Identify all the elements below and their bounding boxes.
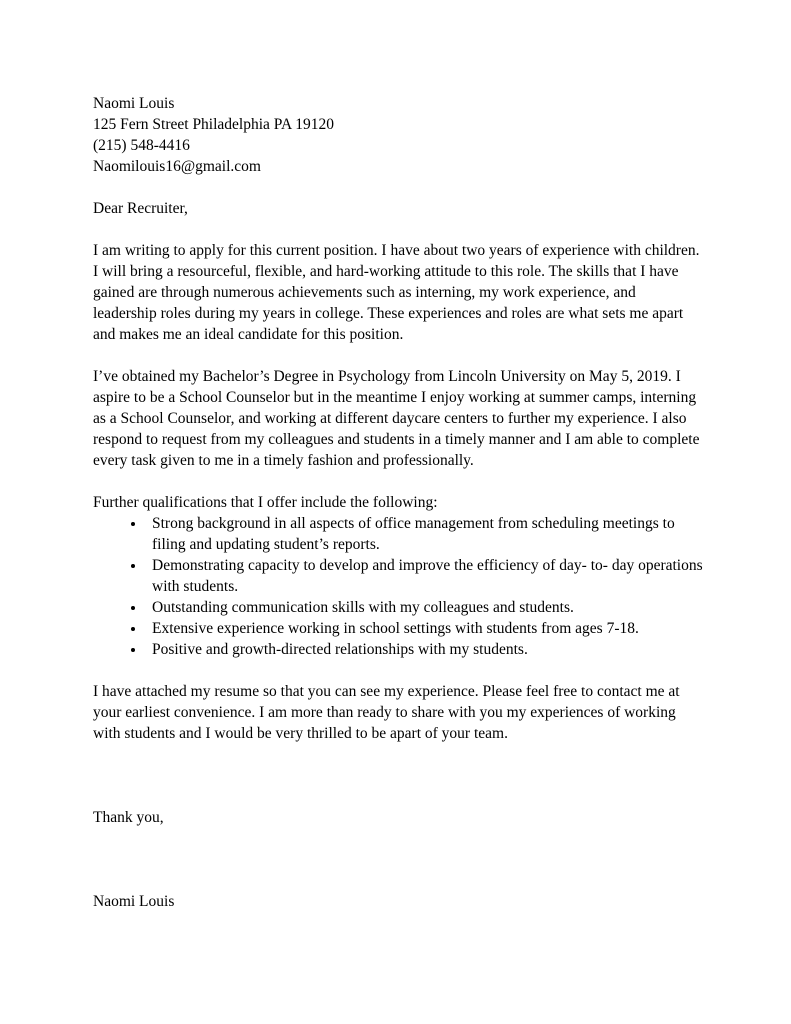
qualifications-section <box>93 492 703 660</box>
intro-paragraph: I am writing to apply for this current position. I have about two years of experience with children. I will bring a resourceful, flexible, and hard-working attitude to this role. The skills that I have gained are through numerous achievements such as interning, my work experience, and leadership roles during my years in college. These experiences and roles are what sets me apart and makes me an ideal candidate for this position. <box>93 242 700 343</box>
qualification-item: • Positive and growth-directed relationships with my students. <box>146 639 703 660</box>
sender-name: Naomi Louis <box>93 95 175 112</box>
qualifications-intro: Further qualifications that I offer include the following: <box>93 494 438 511</box>
signoff: Thank you, <box>93 809 164 826</box>
qualification-item: • Strong background in all aspects of office management from scheduling meetings to filing and updating student’s reports. <box>146 513 703 555</box>
sender-address: 125 Fern Street Philadelphia PA 19120 <box>93 116 334 133</box>
signature: Naomi Louis <box>93 893 175 910</box>
closing-paragraph: I have attached my resume so that you can see my experience. Please feel free to contact me at your earliest convenience. I am more than ready to share with you my experiences of working with students and I would be very thrilled to be apart of your team. <box>93 683 680 742</box>
qualification-item: • Demonstrating capacity to develop and improve the efficiency of day- to- day operations with students. <box>146 555 703 597</box>
sender-info <box>93 93 703 177</box>
experience-paragraph: I’ve obtained my Bachelor’s Degree in Psychology from Lincoln University on May 5, 2019. I aspire to be a School Counselor but in the meantime I enjoy working at summer camps, interning as a School Counselor, and working at different daycare centers to further my experience. I also respond to request from my colleagues and students in a timely manner and I am able to complete every task given to me in a timely fashion and professionally. <box>93 368 700 469</box>
qualifications-list <box>93 513 703 660</box>
salutation: Dear Recruiter, <box>93 200 188 217</box>
sender-phone: (215) 548-4416 <box>93 137 190 154</box>
qualification-item: • Outstanding communication skills with my colleagues and students. <box>146 597 703 618</box>
qualification-item: • Extensive experience working in school settings with students from ages 7-18. <box>146 618 703 639</box>
sender-email: Naomilouis16@gmail.com <box>93 158 261 175</box>
